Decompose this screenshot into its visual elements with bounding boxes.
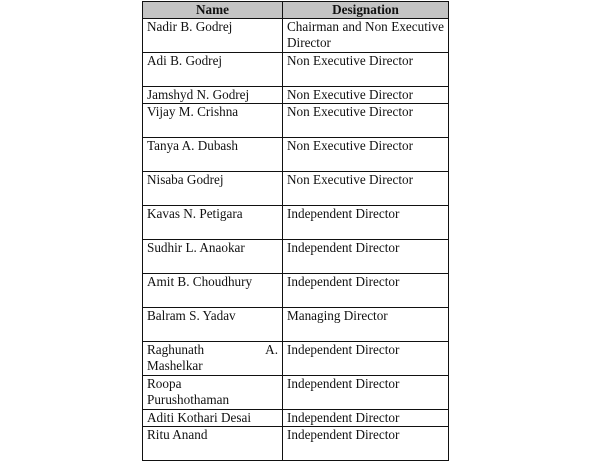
cell-designation: Non Executive Director bbox=[283, 104, 449, 138]
cell-name: Kavas N. Petigara bbox=[143, 206, 283, 240]
table-row bbox=[143, 138, 449, 172]
table-row bbox=[143, 87, 449, 104]
cell-name: Tanya A. Dubash bbox=[143, 138, 283, 172]
table-row bbox=[143, 172, 449, 206]
cell-designation: Non Executive Director bbox=[283, 53, 449, 87]
cell-name: Balram S. Yadav bbox=[143, 308, 283, 342]
cell-designation: Managing Director bbox=[283, 308, 449, 342]
cell-designation: Independent Director bbox=[283, 274, 449, 308]
cell-designation: Independent Director bbox=[283, 206, 449, 240]
table-row bbox=[143, 104, 449, 138]
cell-name: Adi B. Godrej bbox=[143, 53, 283, 87]
cell-name: Nisaba Godrej bbox=[143, 172, 283, 206]
table-row bbox=[143, 53, 449, 87]
cell-name: Jamshyd N. Godrej bbox=[143, 87, 283, 104]
cell-name: Aditi Kothari Desai bbox=[143, 410, 283, 427]
cell-designation: Independent Director bbox=[283, 410, 449, 427]
table-row bbox=[143, 206, 449, 240]
cell-name: Sudhir L. Anaokar bbox=[143, 240, 283, 274]
cell-designation: Independent Director bbox=[283, 240, 449, 274]
cell-designation: Non Executive Director bbox=[283, 138, 449, 172]
cell-designation: Non Executive Director bbox=[283, 87, 449, 104]
table-row bbox=[143, 376, 449, 410]
cell-designation: Non Executive Director bbox=[283, 172, 449, 206]
table-row bbox=[143, 274, 449, 308]
cell-designation: Independent Director bbox=[283, 376, 449, 410]
table-row bbox=[143, 410, 449, 427]
cell-designation: Independent Director bbox=[283, 427, 449, 461]
cell-designation: Independent Director bbox=[283, 342, 449, 376]
cell-name: Ritu Anand bbox=[143, 427, 283, 461]
table-row bbox=[143, 19, 449, 53]
table-row bbox=[143, 308, 449, 342]
table-row bbox=[143, 427, 449, 461]
table-row bbox=[143, 240, 449, 274]
cell-name: Roopa Purushothaman bbox=[143, 376, 283, 410]
directors-table bbox=[142, 1, 449, 461]
header-designation: Designation bbox=[283, 2, 449, 19]
header-row bbox=[143, 2, 449, 19]
cell-name: Nadir B. Godrej bbox=[143, 19, 283, 53]
cell-designation: Chairman and Non Executive Director bbox=[283, 19, 449, 53]
table-row bbox=[143, 342, 449, 376]
cell-name: Amit B. Choudhury bbox=[143, 274, 283, 308]
cell-name: Raghunath A. Mashelkar bbox=[143, 342, 283, 376]
cell-name: Vijay M. Crishna bbox=[143, 104, 283, 138]
header-name: Name bbox=[143, 2, 283, 19]
